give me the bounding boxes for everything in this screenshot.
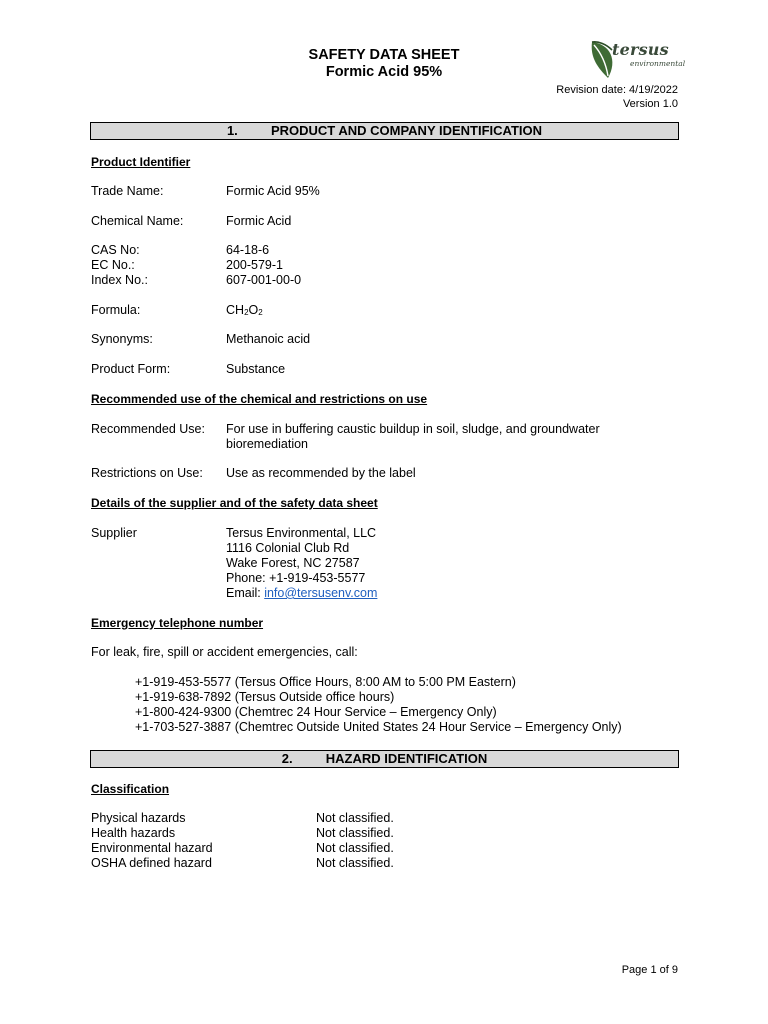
product-form-value: Substance <box>226 362 286 376</box>
revision-info <box>556 83 678 111</box>
classification-label: Environmental hazard <box>91 841 213 855</box>
document-subtitle: Formic Acid 95% <box>325 64 443 80</box>
classification-label: OSHA defined hazard <box>91 856 212 870</box>
formula-part: CH <box>226 303 245 317</box>
ec-value: 200-579-1 <box>226 258 283 272</box>
emergency-heading: Emergency telephone number <box>91 616 264 630</box>
section-title: HAZARD IDENTIFICATION <box>325 751 488 766</box>
formula-part: O <box>248 303 259 317</box>
trade-name-label: Trade Name: <box>91 184 164 198</box>
recommended-use-line-2: bioremediation <box>226 437 308 451</box>
section-number: 2. <box>281 751 293 766</box>
restrictions-value: Use as recommended by the label <box>226 466 416 480</box>
logo-tagline: environmental <box>630 59 686 68</box>
recommended-use-line-1: For use in buffering caustic buildup in soil, sludge, and groundwater <box>226 422 600 436</box>
product-identifier-heading: Product Identifier <box>91 155 191 169</box>
restrictions-label: Restrictions on Use: <box>91 466 203 480</box>
classification-label: Health hazards <box>91 826 176 840</box>
classification-label: Physical hazards <box>91 811 186 825</box>
section-1-header <box>90 122 679 140</box>
product-form-label: Product Form: <box>91 362 171 376</box>
recommended-use-heading: Recommended use of the chemical and restrictions on use <box>91 392 428 406</box>
emergency-number: +1-800-424-9300 (Chemtrec 24 Hour Service – Emergency Only) <box>135 705 497 719</box>
formula-subscript: 2 <box>258 308 263 317</box>
email-label: Email: <box>226 586 265 600</box>
supplier-address-2: Wake Forest, NC 27587 <box>226 556 360 570</box>
cas-value: 64-18-6 <box>226 243 270 257</box>
emergency-intro: For leak, fire, spill or accident emergencies, call: <box>91 645 358 659</box>
trade-name-value: Formic Acid 95% <box>226 184 320 198</box>
emergency-number: +1-703-527-3887 (Chemtrec Outside United States 24 Hour Service – Emergency Only) <box>135 720 622 734</box>
synonyms-label: Synonyms: <box>91 332 153 346</box>
emergency-number: +1-919-453-5577 (Tersus Office Hours, 8:00 AM to 5:00 PM Eastern) <box>135 675 516 689</box>
logo-wordmark: tersus <box>612 40 669 59</box>
classification-value: Not classified. <box>316 811 394 825</box>
chemical-name-value: Formic Acid <box>226 214 292 228</box>
recommended-use-label: Recommended Use: <box>91 422 205 436</box>
classification-value: Not classified. <box>316 826 394 840</box>
supplier-phone: Phone: +1-919-453-5577 <box>226 571 366 585</box>
section-2-header <box>90 750 679 768</box>
formula-label: Formula: <box>91 303 141 317</box>
supplier-label: Supplier <box>91 526 137 540</box>
ec-label: EC No.: <box>91 258 135 272</box>
synonyms-value: Methanoic acid <box>226 332 311 346</box>
cas-label: CAS No: <box>91 243 140 257</box>
document-title: SAFETY DATA SHEET <box>308 47 460 63</box>
company-logo <box>588 38 686 82</box>
supplier-name: Tersus Environmental, LLC <box>226 526 377 540</box>
supplier-email-line <box>226 586 377 601</box>
chemical-name-label: Chemical Name: <box>91 214 184 228</box>
index-label: Index No.: <box>91 273 148 287</box>
supplier-address-1: 1116 Colonial Club Rd <box>226 541 350 555</box>
formula-subscript: 2 <box>244 308 249 317</box>
supplier-heading: Details of the supplier and of the safety data sheet <box>91 496 378 510</box>
classification-value: Not classified. <box>316 841 394 855</box>
classification-heading: Classification <box>91 782 170 796</box>
email-link[interactable]: info@tersusenv.com <box>264 586 378 600</box>
version: Version 1.0 <box>622 98 678 110</box>
section-title: PRODUCT AND COMPANY IDENTIFICATION <box>270 123 543 138</box>
revision-date: Revision date: 4/19/2022 <box>556 84 678 96</box>
emergency-number: +1-919-638-7892 (Tersus Outside office hours) <box>135 690 395 704</box>
formula-value <box>226 303 263 320</box>
page-number: Page 1 of 9 <box>621 964 678 976</box>
index-value: 607-001-00-0 <box>226 273 302 287</box>
classification-value: Not classified. <box>316 856 394 870</box>
section-number: 1. <box>226 123 238 138</box>
